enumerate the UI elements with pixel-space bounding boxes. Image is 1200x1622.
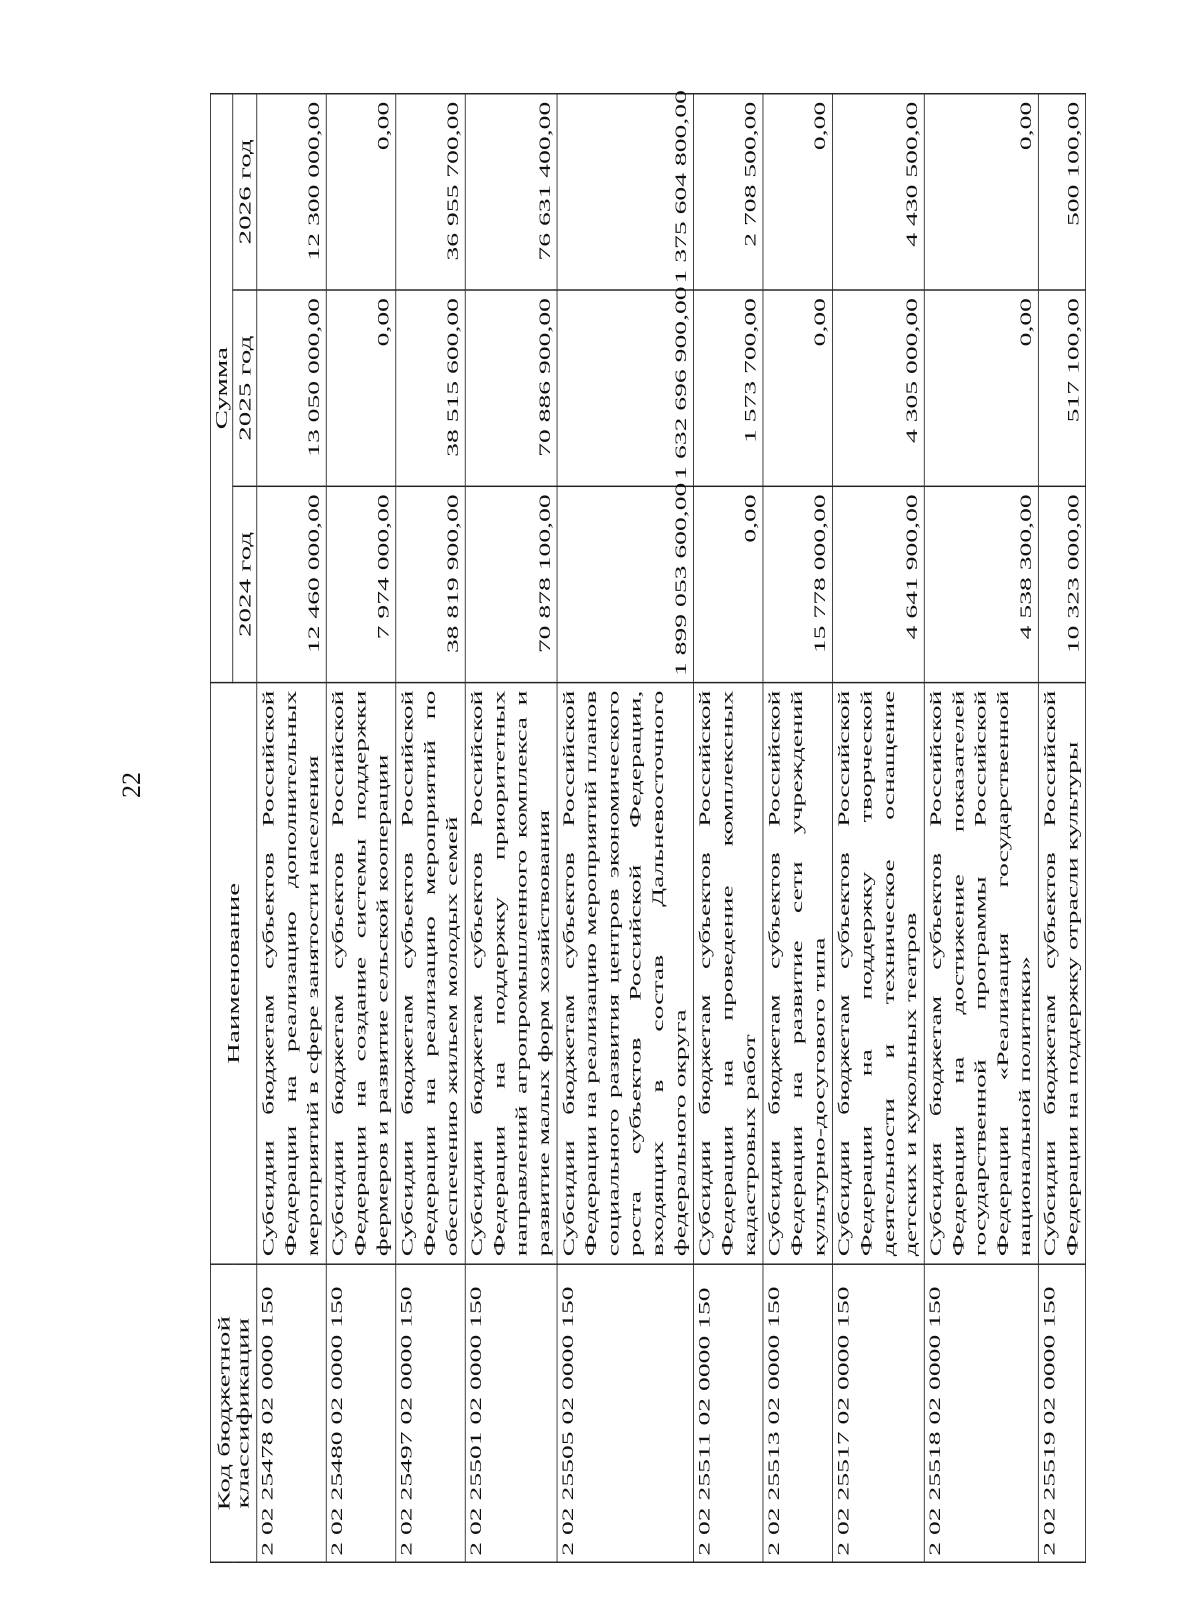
budget-code: 2 02 25480 02 0000 150 [326,1264,395,1562]
row-name: Субсидии бюджетам субъектов Российской Федерации на поддержку приоритетных направлений агропромышленного комплекса и развитие малых форм хозяйствования [465,683,557,1265]
amount-2024: 10 323 000,00 [1038,486,1085,682]
table-row [1038,94,1085,1563]
budget-code: 2 02 25501 02 0000 150 [465,1264,557,1562]
amount-2026: 0,00 [924,94,1038,290]
amount-2026: 12 300 000,00 [257,94,326,290]
amount-2024: 7 974 000,00 [326,486,395,682]
row-name: Субсидии бюджетам субъектов Российской Федерации на реализацию мероприятий планов социального развития центров экономического роста субъектов Российской Федерации, входящих в состав Дальневосточного федерального округа [557,683,693,1265]
row-name: Субсидии бюджетам субъектов Российской Федерации на поддержку творческой деятельности и техническое оснащение детских и кукольных театров [832,683,924,1265]
amount-2026: 0,00 [326,94,395,290]
amount-2024: 1 899 053 600,00 [557,486,693,682]
amount-2024: 12 460 000,00 [257,486,326,682]
row-name: Субсидии бюджетам субъектов Российской Федерации на реализацию дополнительных мероприятий в сфере занятости населения [257,683,326,1265]
budget-code: 2 02 25519 02 0000 150 [1038,1264,1085,1562]
budget-code: 2 02 25518 02 0000 150 [924,1264,1038,1562]
row-name: Субсидии бюджетам субъектов Российской Федерации на проведение комплексных кадастровых работ [693,683,762,1265]
table-row [693,94,762,1563]
amount-2025: 1 632 696 900,00 [557,290,693,486]
table-row [396,94,465,1563]
header-name: Наименование [210,683,256,1265]
amount-2024: 38 819 900,00 [396,486,465,682]
budget-code: 2 02 25513 02 0000 150 [763,1264,832,1562]
row-name: Субсидии бюджетам субъектов Российской Федерации на реализацию мероприятий по обеспечению жильем молодых семей [396,683,465,1265]
header-year-2024: 2024 год [233,486,257,682]
amount-2025: 70 886 900,00 [465,290,557,486]
amount-2026: 1 375 604 800,00 [557,94,693,290]
page-number: 22 [117,772,146,798]
row-name: Субсидии бюджетам субъектов Российской Федерации на развитие сети учреждений культурно-досугового типа [763,683,832,1265]
amount-2025: 4 305 000,00 [832,290,924,486]
table-row [832,94,924,1563]
header-sum: Сумма [210,94,232,683]
amount-2025: 13 050 000,00 [257,290,326,486]
rotated-table-wrapper [210,90,1086,1563]
amount-2025: 1 573 700,00 [693,290,762,486]
amount-2025: 38 515 600,00 [396,290,465,486]
budget-code: 2 02 25478 02 0000 150 [257,1264,326,1562]
amount-2026: 36 955 700,00 [396,94,465,290]
amount-2026: 76 631 400,00 [465,94,557,290]
amount-2024: 4 641 900,00 [832,486,924,682]
budget-code: 2 02 25511 02 0000 150 [693,1264,762,1562]
amount-2026: 2 708 500,00 [693,94,762,290]
budget-code: 2 02 25505 02 0000 150 [557,1264,693,1562]
table-row [326,94,395,1563]
table-row [557,94,693,1563]
amount-2024: 0,00 [693,486,762,682]
budget-code: 2 02 25497 02 0000 150 [396,1264,465,1562]
amount-2024: 4 538 300,00 [924,486,1038,682]
row-name: Субсидия бюджетам субъектов Российской Федерации на достижение показателей государственной программы Российской Федерации «Реализация государственной национальной политики» [924,683,1038,1265]
table-row [465,94,557,1563]
row-name: Субсидии бюджетам субъектов Российской Федерации на создание системы поддержки фермеров и развитие сельской кооперации [326,683,395,1265]
amount-2024: 15 778 000,00 [763,486,832,682]
amount-2024: 70 878 100,00 [465,486,557,682]
budget-code: 2 02 25517 02 0000 150 [832,1264,924,1562]
header-year-2025: 2025 год [233,290,257,486]
amount-2025: 0,00 [763,290,832,486]
amount-2025: 0,00 [326,290,395,486]
amount-2025: 0,00 [924,290,1038,486]
table-row [257,94,326,1563]
row-name: Субсидии бюджетам субъектов Российской Федерации на поддержку отрасли культуры [1038,683,1085,1265]
amount-2026: 4 430 500,00 [832,94,924,290]
amount-2026: 500 100,00 [1038,94,1085,290]
amount-2026: 0,00 [763,94,832,290]
header-code: Код бюджетной классификации [210,1264,256,1562]
table-row [763,94,832,1563]
table-row [924,94,1038,1563]
amount-2025: 517 100,00 [1038,290,1085,486]
header-year-2026: 2026 год [233,94,257,290]
budget-table [210,90,1086,1563]
